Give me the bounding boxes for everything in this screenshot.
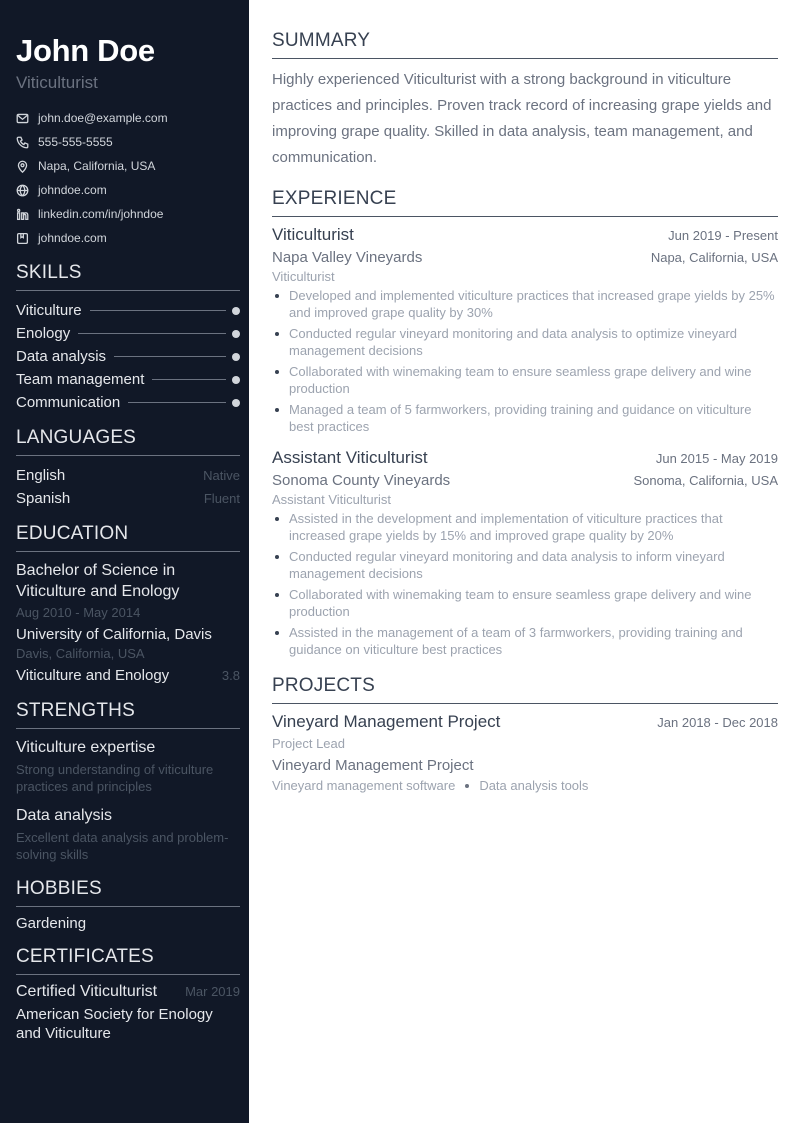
skill-label: Enology xyxy=(16,325,71,342)
job-position: Viticulturist xyxy=(272,269,335,284)
strength-title: Viticulture expertise xyxy=(16,739,156,756)
portfolio-text: johndoe.com xyxy=(38,231,107,245)
skill-item xyxy=(16,345,240,368)
strength-description: Strong understanding of viticulture practices and principles xyxy=(16,762,214,794)
experience-entry xyxy=(272,448,778,658)
language-item xyxy=(16,464,240,487)
skill-line xyxy=(90,310,226,311)
project-tag: Vineyard management software xyxy=(272,778,456,793)
strength-title: Data analysis xyxy=(16,807,113,824)
strengths-heading: STRENGTHS xyxy=(16,700,240,729)
project-dates: Jan 2018 - Dec 2018 xyxy=(657,715,778,730)
job-dates: Jun 2015 - May 2019 xyxy=(655,451,778,466)
education-location: Davis, California, USA xyxy=(16,646,145,661)
job-dates: Jun 2019 - Present xyxy=(668,228,778,243)
map-pin-icon xyxy=(16,160,29,173)
main-content xyxy=(249,0,794,1123)
education-degree: Bachelor of Science in Viticulture and Enology xyxy=(16,562,180,600)
education-field-row xyxy=(16,667,240,684)
certificates-heading: CERTIFICATES xyxy=(16,946,240,975)
language-name: English xyxy=(16,467,66,484)
skill-level-dot xyxy=(232,376,240,384)
certificate-issuer: American Society for Enology and Viticulture xyxy=(16,1006,213,1042)
skill-item xyxy=(16,368,240,391)
project-name: Vineyard Management Project xyxy=(272,757,474,774)
job-title: Assistant Viticulturist xyxy=(272,448,428,467)
skill-level-dot xyxy=(232,353,240,361)
education-heading: EDUCATION xyxy=(16,523,240,552)
skills-heading: SKILLS xyxy=(16,262,240,291)
certificate-date: Mar 2019 xyxy=(185,984,240,999)
certificate-row xyxy=(16,983,240,1001)
summary-heading: SUMMARY xyxy=(272,30,778,59)
language-item xyxy=(16,487,240,510)
mail-icon xyxy=(16,112,29,125)
job-bullets xyxy=(272,510,778,658)
tag-separator xyxy=(465,784,469,788)
languages-heading: LANGUAGES xyxy=(16,427,240,456)
summary-text: Highly experienced Viticulturist with a strong background in viticulture practices and principles. Proven track record of increasing grape yields and improving grape quality. Skilled in data analysis, team management, and communication. xyxy=(272,71,772,166)
skill-line xyxy=(114,356,226,357)
skill-item xyxy=(16,299,240,322)
language-level: Native xyxy=(203,468,240,483)
project-entry xyxy=(272,712,778,793)
contact-email[interactable] xyxy=(16,106,240,130)
job-company-row xyxy=(272,245,778,266)
job-bullets xyxy=(272,287,778,435)
job-bullet: Collaborated with winemaking team to ensure seamless grape delivery and wine production xyxy=(272,363,778,397)
job-bullet: Developed and implemented viticulture practices that increased grape yields by 25% and improved grape quality by 30% xyxy=(272,287,778,321)
job-position: Assistant Viticulturist xyxy=(272,492,391,507)
website-text: johndoe.com xyxy=(38,183,107,197)
job-company: Napa Valley Vineyards xyxy=(272,249,423,266)
skill-level-dot xyxy=(232,399,240,407)
skills-list xyxy=(16,299,240,414)
projects-heading: PROJECTS xyxy=(272,675,778,704)
language-name: Spanish xyxy=(16,490,71,507)
job-header xyxy=(272,448,778,468)
project-header xyxy=(272,712,778,732)
job-bullet: Conducted regular vineyard monitoring and data analysis to optimize vineyard management decisions xyxy=(272,325,778,359)
phone-text: 555-555-5555 xyxy=(38,135,113,149)
skill-label: Data analysis xyxy=(16,348,107,365)
job-location: Napa, California, USA xyxy=(650,250,778,265)
project-role: Project Lead xyxy=(272,736,345,751)
bookmark-square-icon xyxy=(16,232,29,245)
linkedin-icon xyxy=(16,208,29,221)
contact-phone[interactable] xyxy=(16,130,240,154)
candidate-name: John Doe xyxy=(16,33,155,68)
contact-portfolio[interactable] xyxy=(16,226,240,250)
job-location: Sonoma, California, USA xyxy=(633,473,778,488)
skill-line xyxy=(152,379,226,380)
job-header xyxy=(272,225,778,245)
skill-label: Communication xyxy=(16,394,121,411)
skill-item xyxy=(16,322,240,345)
education-dates: Aug 2010 - May 2014 xyxy=(16,605,141,620)
education-school: University of California, Davis xyxy=(16,626,212,643)
skill-line xyxy=(128,402,226,403)
education-field: Viticulture and Enology xyxy=(16,667,170,684)
phone-icon xyxy=(16,136,29,149)
skill-label: Viticulture xyxy=(16,302,82,319)
contact-website[interactable] xyxy=(16,178,240,202)
candidate-role: Viticulturist xyxy=(16,73,98,92)
location-text: Napa, California, USA xyxy=(38,159,156,173)
job-bullet: Assisted in the management of a team of 3 farmworkers, providing training and guidance on viticulture best practices xyxy=(272,624,778,658)
job-company: Sonoma County Vineyards xyxy=(272,472,451,489)
language-level: Fluent xyxy=(203,491,240,506)
job-company-row xyxy=(272,468,778,489)
sidebar xyxy=(0,0,249,1123)
linkedin-text: linkedin.com/in/johndoe xyxy=(38,207,164,221)
project-tag: Data analysis tools xyxy=(479,778,589,793)
job-bullet: Managed a team of 5 farmworkers, providing training and guidance on viticulture best practices xyxy=(272,401,778,435)
skill-level-dot xyxy=(232,307,240,315)
skill-line xyxy=(78,333,226,334)
job-bullet: Assisted in the development and implementation of viticulture practices that increased grape yields by 15% and improved grape quality by 20% xyxy=(272,510,778,544)
globe-icon xyxy=(16,184,29,197)
skill-label: Team management xyxy=(16,371,145,388)
strength-description: Excellent data analysis and problem-solving skills xyxy=(16,830,229,862)
job-bullet: Collaborated with winemaking team to ensure seamless grape delivery and wine production xyxy=(272,586,778,620)
job-title: Viticulturist xyxy=(272,225,354,244)
skill-item xyxy=(16,391,240,414)
hobbies-heading: HOBBIES xyxy=(16,878,240,907)
project-tags xyxy=(272,778,778,793)
job-bullet: Conducted regular vineyard monitoring and data analysis to inform vineyard management decisions xyxy=(272,548,778,582)
skill-level-dot xyxy=(232,330,240,338)
contact-location xyxy=(16,154,240,178)
hobby-item: Gardening xyxy=(16,915,87,932)
project-title: Vineyard Management Project xyxy=(272,712,501,731)
certificate-name: Certified Viticulturist xyxy=(16,983,158,1000)
experience-entry xyxy=(272,225,778,435)
education-gpa: 3.8 xyxy=(221,668,240,683)
contact-linkedin[interactable] xyxy=(16,202,240,226)
email-text: john.doe@example.com xyxy=(38,111,168,125)
experience-heading: EXPERIENCE xyxy=(272,188,778,217)
